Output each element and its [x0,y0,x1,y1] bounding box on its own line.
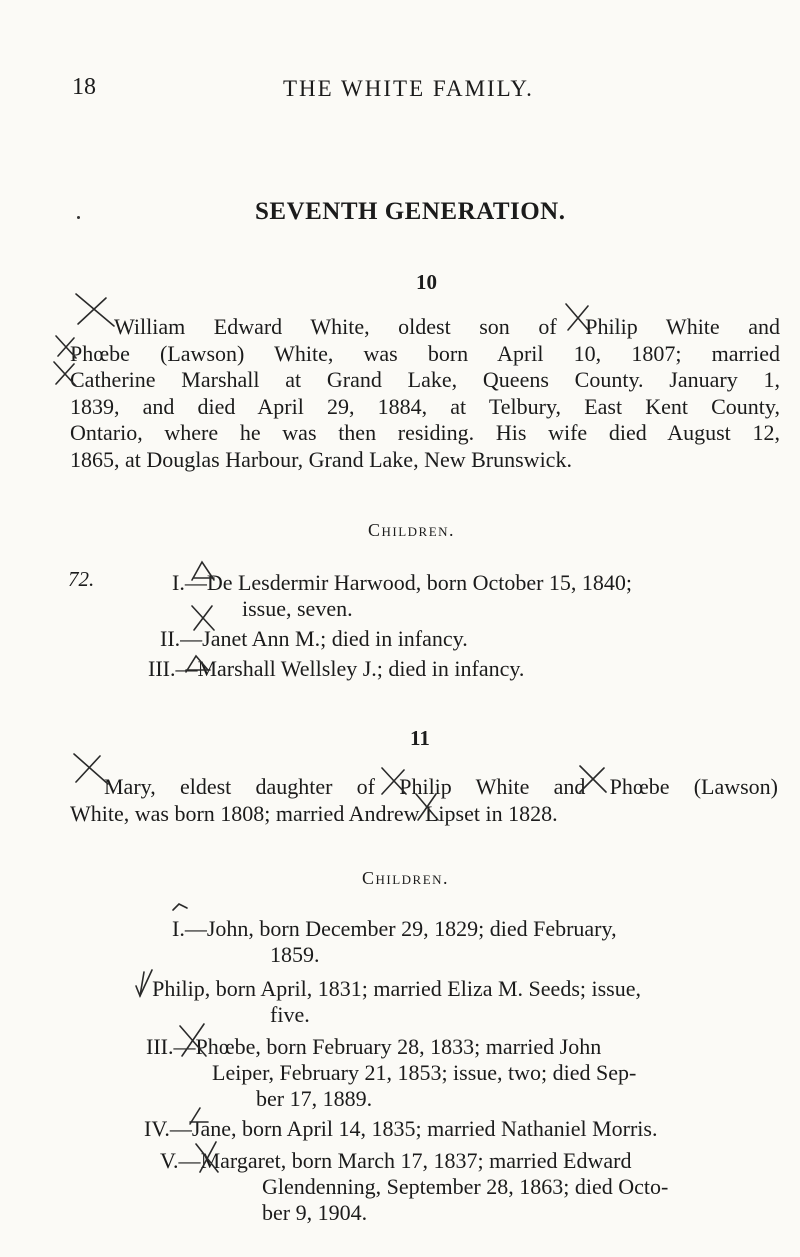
handwritten-check-mark [130,966,160,1000]
handwritten-x-mark [192,1138,222,1176]
handwritten-x-mark [412,790,442,824]
handwritten-check-mark [188,556,218,586]
stray-dot [77,216,80,219]
page-number: 18 [72,74,96,100]
child-continuation: Leiper, February 21, 1853; issue, two; died Sep- [212,1060,637,1085]
handwritten-x-mark [376,766,410,798]
child-entry [160,1148,778,1226]
handwritten-check-mark [186,1104,210,1130]
child-entry [172,570,632,622]
entry-number: 72. [68,567,95,591]
generation-title: SEVENTH GENERATION. [255,198,566,225]
child-text: Margaret, born March 17, 1837; married Edward [200,1148,632,1173]
child-roman: V.— [160,1148,201,1173]
child-continuation: Glendenning, September 28, 1863; died Octo- [262,1174,669,1199]
handwritten-x-mark [52,334,80,360]
handwritten-check-mark [182,650,212,676]
section-number: 10 [416,270,437,294]
child-text: Phœbe, born February 28, 1833; married John [195,1034,602,1059]
child-entry [134,976,779,1028]
paragraph-line: Mary, eldest daughter of Philip White and Phœbe (Lawson) [104,774,778,799]
children-heading: Children. [362,868,450,888]
handwritten-x-mark [50,360,80,388]
paragraph-line: Ontario, where he was then residing. His wife died August 12, [70,420,780,445]
handwritten-tick-mark [170,900,190,920]
handwritten-x-mark [176,1020,210,1060]
child-text: Marshall Wellsley J.; died in infancy. [197,656,525,681]
child-roman: III.— [148,656,198,681]
section-paragraph [70,314,780,473]
handwritten-x-mark [70,752,112,788]
handwritten-x-mark [574,764,610,796]
child-entry [172,916,777,968]
handwritten-x-mark [560,302,596,336]
children-heading: Children. [368,520,456,540]
paragraph-line: William Edward White, oldest son of Philip White and [114,314,780,339]
child-roman: II.— [160,626,203,651]
paragraph-line: Catherine Marshall at Grand Lake, Queens County. January 1, [70,367,780,392]
child-roman: III.— [146,1034,196,1059]
child-continuation: ber 17, 1889. [256,1086,373,1111]
child-continuation: issue, seven. [242,596,353,621]
paragraph-line: White, was born 1808; married Andrew Lipset in 1828. [70,800,558,826]
child-roman: IV.— [144,1116,192,1141]
child-roman: I.— [172,916,207,941]
paragraph-line: 1839, and died April 29, 1884, at Telbury, East Kent County, [70,393,780,419]
child-text: Jane, born April 14, 1835; married Nathaniel Morris. [191,1116,658,1141]
running-head: THE WHITE FAMILY. [283,76,534,101]
child-continuation: five. [270,1002,310,1027]
child-text: Janet Ann M.; died in infancy. [202,626,468,651]
child-continuation: 1859. [270,942,320,967]
child-text: De Lesdermir Harwood, born October 15, 1840; [206,570,633,595]
handwritten-x-mark [70,292,120,332]
section-number: 11 [410,726,430,750]
paragraph-line: Phœbe (Lawson) White, was born April 10, 1807; married [70,340,780,366]
child-text: John, born December 29, 1829; died February, [206,916,617,941]
child-roman: I.— [172,570,207,595]
child-entry [146,1034,778,1112]
child-text: Philip, born April, 1831; married Eliza M. Seeds; issue, [152,976,641,1001]
paragraph-line: 1865, at Douglas Harbour, Grand Lake, New Brunswick. [70,446,572,472]
handwritten-x-mark [188,602,218,634]
child-continuation: ber 9, 1904. [262,1200,368,1225]
